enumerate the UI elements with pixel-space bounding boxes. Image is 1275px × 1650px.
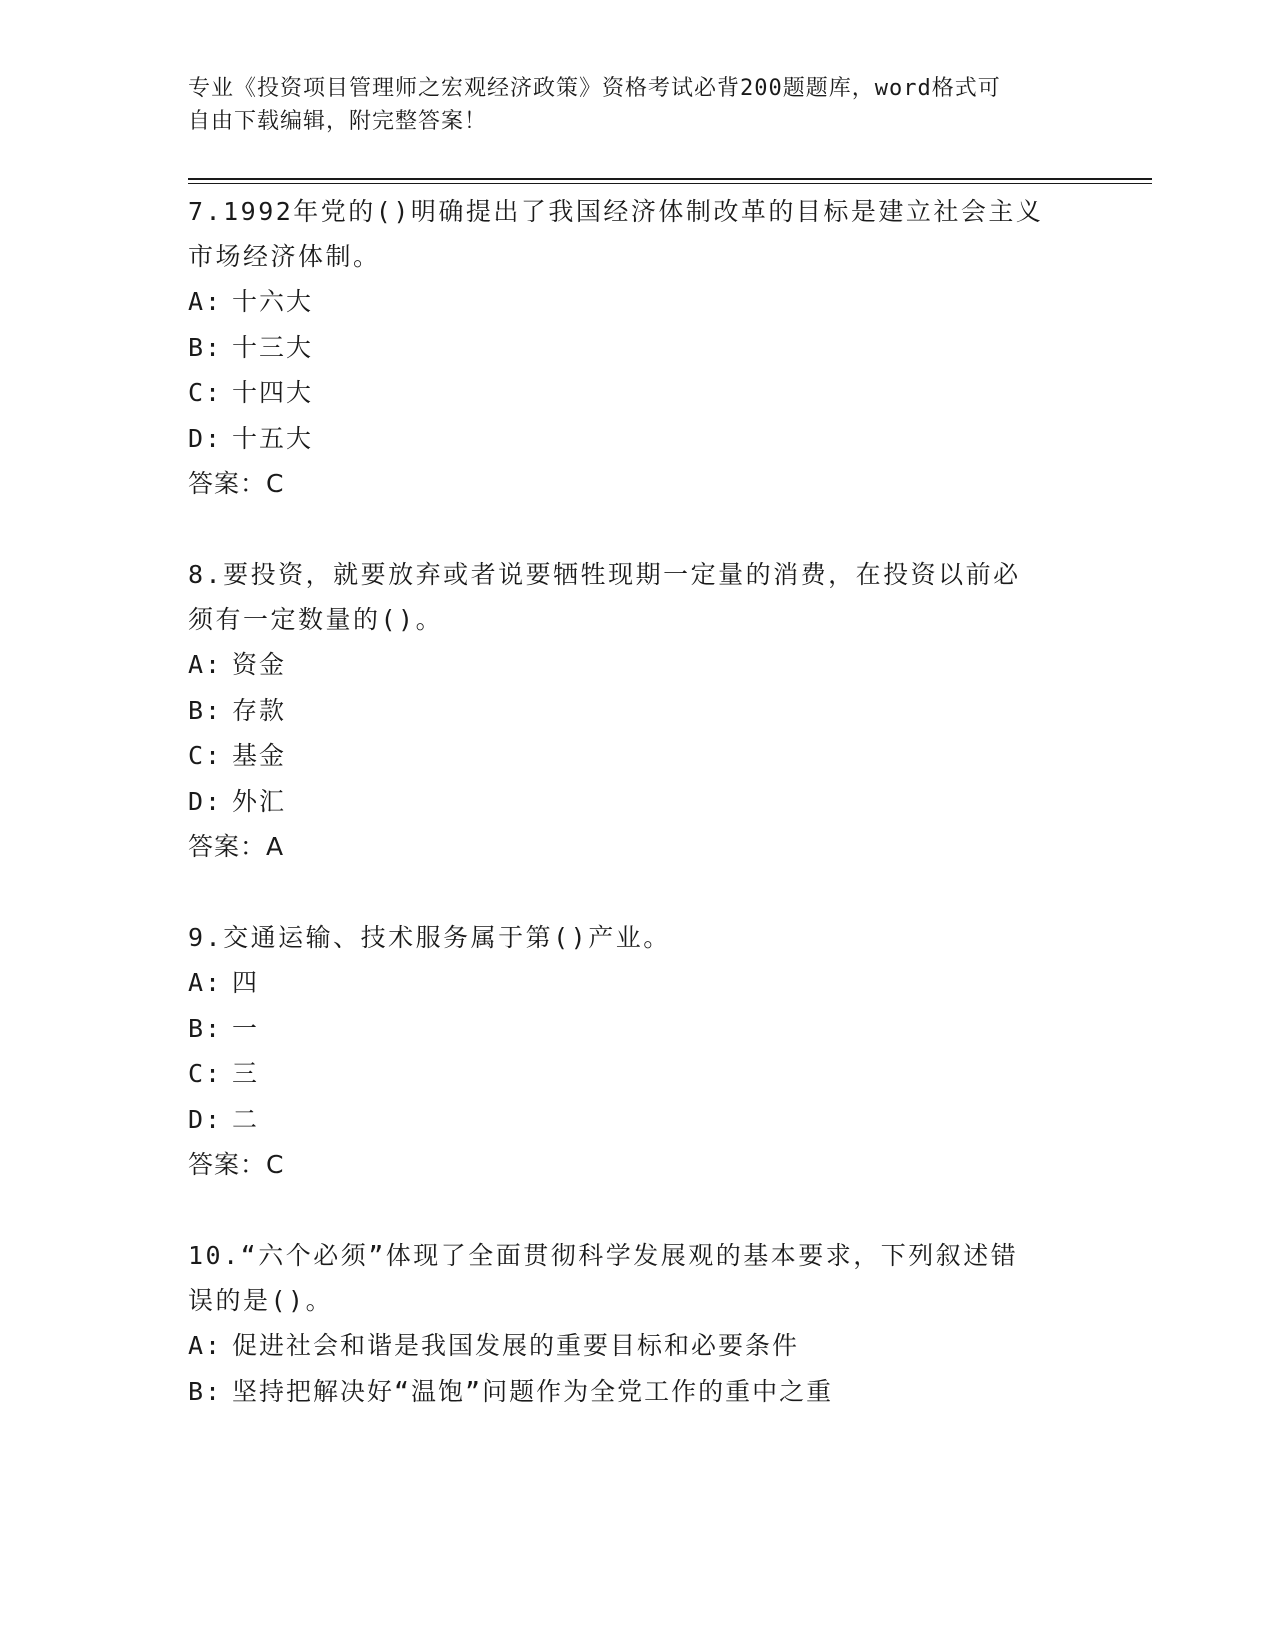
- question-9: [188, 915, 1088, 1187]
- document-header: [188, 72, 1068, 138]
- option-letter: A:: [188, 968, 223, 997]
- option-d: [188, 1097, 1088, 1143]
- option-letter: B:: [188, 332, 223, 362]
- option-letter: A:: [188, 1331, 223, 1360]
- option-text: 十五大: [232, 423, 314, 453]
- option-letter: B:: [188, 695, 223, 725]
- option-letter: C:: [188, 1059, 223, 1088]
- option-letter: D:: [188, 423, 223, 453]
- option-d: [188, 416, 1088, 462]
- option-c: [188, 1051, 1088, 1097]
- option-a: [188, 960, 1088, 1006]
- option-letter: D:: [188, 786, 223, 816]
- option-c: [188, 733, 1088, 779]
- question-stem-line: 10.“六个必须”体现了全面贯彻科学发展观的基本要求，下列叙述错: [188, 1241, 1019, 1270]
- option-text: 存款: [232, 695, 287, 725]
- question-stem-line: 8.要投资，就要放弃或者说要牺牲现期一定量的消费，在投资以前必: [188, 560, 1021, 589]
- header-divider-thin: [188, 183, 1152, 184]
- option-text: 一: [232, 1013, 260, 1043]
- option-text: 三: [232, 1059, 260, 1088]
- question-list: [188, 189, 1088, 1460]
- option-letter: A:: [188, 650, 223, 679]
- question-stem-line: 7.1992年党的()明确提出了我国经济体制改革的目标是建立社会主义: [188, 197, 1044, 226]
- option-text: 促进社会和谐是我国发展的重要目标和必要条件: [232, 1331, 800, 1360]
- option-text: 资金: [232, 650, 287, 679]
- header-line-2: 自由下载编辑，附完整答案！: [188, 109, 488, 134]
- option-letter: D:: [188, 1104, 223, 1134]
- question-10: [188, 1233, 1088, 1414]
- header-line-1: 专业《投资项目管理师之宏观经济政策》资格考试必背200题题库，word格式可: [188, 76, 1001, 101]
- option-letter: A:: [188, 287, 223, 316]
- answer-line: 答案：C: [188, 469, 285, 498]
- option-d: [188, 779, 1088, 825]
- option-letter: B:: [188, 1013, 223, 1043]
- option-b: [188, 688, 1088, 734]
- question-stem-line: 误的是()。: [188, 1286, 334, 1315]
- question-stem-line: 市场经济体制。: [188, 242, 381, 271]
- question-stem-line: 须有一定数量的()。: [188, 605, 444, 634]
- header-divider-thick: [188, 178, 1152, 180]
- option-c: [188, 370, 1088, 416]
- answer-line: 答案：A: [188, 832, 285, 861]
- question-stem-line: 9.交通运输、技术服务属于第()产业。: [188, 923, 671, 952]
- option-letter: B:: [188, 1376, 223, 1406]
- question-stem: [188, 1233, 1068, 1323]
- question-stem: [188, 552, 1068, 642]
- question-stem: [188, 189, 1068, 279]
- question-8: [188, 552, 1088, 869]
- option-b: [188, 325, 1088, 371]
- option-text: 坚持把解决好“温饱”问题作为全党工作的重中之重: [232, 1376, 834, 1406]
- option-text: 十三大: [232, 332, 314, 362]
- option-text: 基金: [232, 741, 287, 770]
- question-7: [188, 189, 1088, 506]
- option-text: 十四大: [232, 378, 314, 407]
- option-a: [188, 1323, 1088, 1369]
- option-letter: C:: [188, 378, 223, 407]
- option-text: 外汇: [232, 786, 287, 816]
- option-text: 二: [232, 1104, 260, 1134]
- option-letter: C:: [188, 741, 223, 770]
- option-b: [188, 1006, 1088, 1052]
- answer-line: 答案：C: [188, 1150, 285, 1179]
- option-text: 四: [232, 968, 260, 997]
- option-text: 十六大: [232, 287, 314, 316]
- question-stem: [188, 915, 1068, 960]
- option-b: [188, 1369, 1088, 1415]
- option-a: [188, 642, 1088, 688]
- option-a: [188, 279, 1088, 325]
